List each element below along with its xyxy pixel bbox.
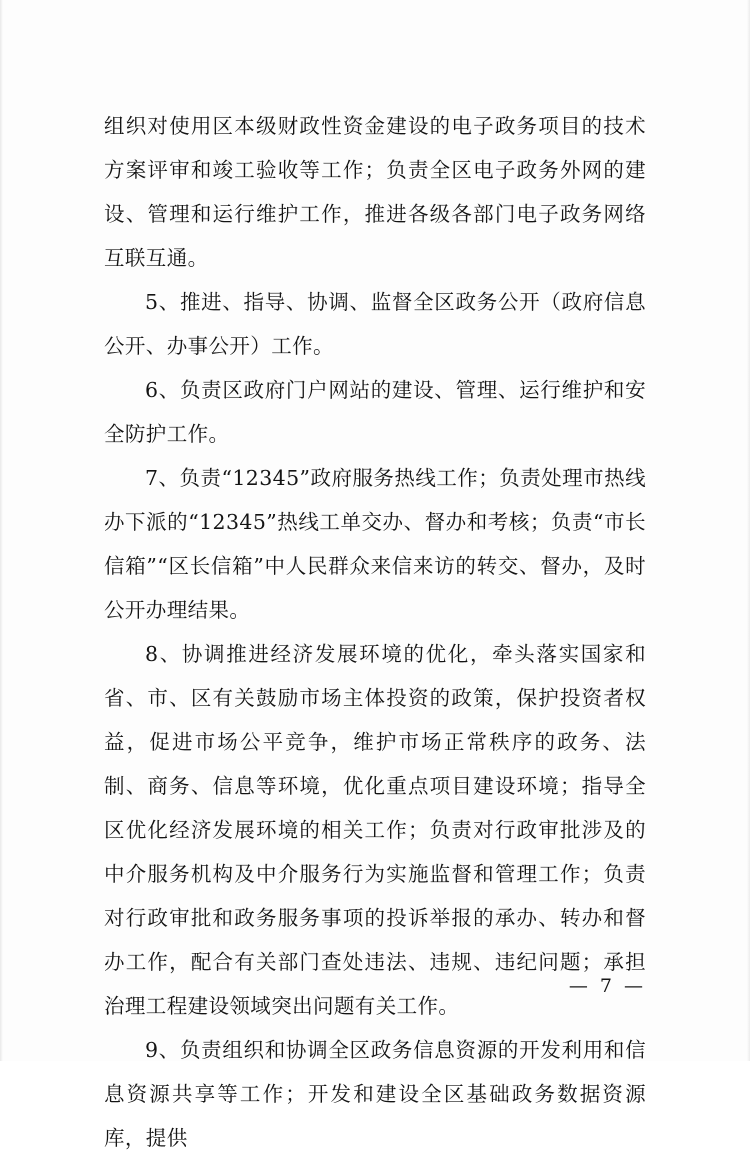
paragraph-continued: 组织对使用区本级财政性资金建设的电子政务项目的技术方案评审和竣工验收等工作；负责全区电子政务外网的建设、管理和运行维护工作，推进各级各部门电子政务网络互联互通。 (104, 114, 646, 270)
page-left-edge (0, 0, 3, 1061)
paragraph-item-5: 5、推进、指导、协调、监督全区政务公开（政府信息公开、办事公开）工作。 (104, 290, 646, 358)
document-body (104, 104, 646, 1160)
page-number: — 7 — (568, 975, 646, 997)
paragraph-item-6: 6、负责区政府门户网站的建设、管理、运行维护和安全防护工作。 (104, 378, 646, 446)
paragraph-item-9: 9、负责组织和协调全区政务信息资源的开发利用和信息资源共享等工作；开发和建设全区基础政务数据资源库，提供 (104, 1038, 646, 1150)
paragraph-item-7: 7、负责“12345”政府服务热线工作；负责处理市热线办下派的“12345”热线工单交办、督办和考核；负责“市长信箱”“区长信箱”中人民群众来信来访的转交、督办，及时公开办理结果。 (104, 466, 646, 622)
paragraph-item-8: 8、协调推进经济发展环境的优化，牵头落实国家和省、市、区有关鼓励市场主体投资的政策，保护投资者权益，促进市场公平竞争，维护市场正常秩序的政务、法制、商务、信息等环境，优化重点项目建设环境；指导全区优化经济发展环境的相关工作；负责对行政审批涉及的中介服务机构及中介服务行为实施监督和管理工作；负责对行政审批和政务服务事项的投诉举报的承办、转办和督办工作，配合有关部门查处违法、违规、违纪问题；承担治理工程建设领域突出问题有关工作。 (104, 642, 646, 1018)
